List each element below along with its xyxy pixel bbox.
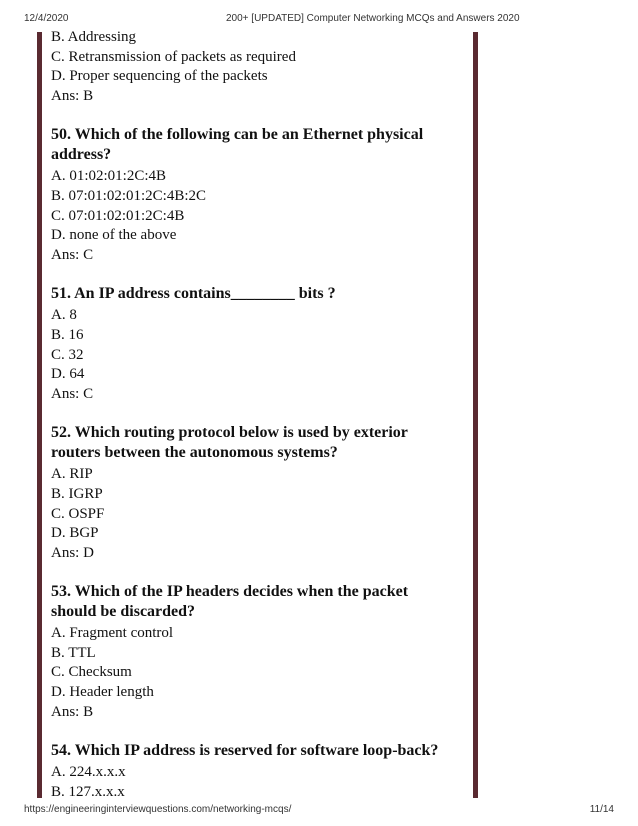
option-line: A. 01:02:01:2C:4B [51, 168, 167, 185]
option-line: C. Retransmission of packets as required [51, 48, 296, 65]
right-border-bar [473, 32, 478, 798]
answer-line: Ans: B [51, 87, 94, 104]
option-line: D. BGP [51, 525, 99, 542]
question-text-line: 52. Which routing protocol below is used by exterior [51, 424, 408, 442]
question-text-line: 53. Which of the IP headers decides when the packet [51, 583, 409, 601]
left-border-bar [37, 32, 42, 798]
question-text [51, 741, 469, 761]
option-line: B. IGRP [51, 485, 103, 502]
question-text [51, 423, 469, 463]
answer-line: Ans: C [51, 385, 94, 402]
option-line: C. 32 [51, 346, 84, 363]
question-block [51, 423, 469, 563]
question-text [51, 284, 469, 304]
question-text [51, 125, 469, 165]
option-line: A. RIP [51, 466, 93, 483]
option-line: B. 127.x.x.x [51, 783, 125, 800]
answer-line: Ans: B [51, 703, 94, 720]
question-text-line: 50. Which of the following can be an Ethernet physical [51, 126, 424, 144]
question-text-line: routers between the autonomous systems? [51, 444, 338, 462]
option-line: B. 16 [51, 326, 84, 343]
option-line: B. Addressing [51, 29, 137, 45]
mcq-content [51, 28, 469, 802]
question-text-line: should be discarded? [51, 603, 196, 621]
question-text-line: 54. Which IP address is reserved for software loop-back? [51, 742, 439, 760]
print-date: 12/4/2020 [24, 13, 69, 24]
question-text-line: 51. An IP address contains________ bits ? [51, 285, 336, 303]
question-block [51, 284, 469, 404]
question-block [51, 125, 469, 265]
option-line: C. Checksum [51, 664, 132, 681]
page-number: 11/14 [589, 804, 614, 815]
option-line: A. Fragment control [51, 625, 174, 642]
option-line: D. 64 [51, 366, 85, 383]
answer-line: Ans: C [51, 246, 94, 263]
option-line: D. Header length [51, 684, 154, 701]
option-line: A. 8 [51, 307, 77, 324]
print-url: https://engineeringinterviewquestions.com/networking-mcqs/ [24, 804, 292, 815]
question-text [51, 582, 469, 622]
question-list [51, 125, 469, 802]
question-text-line: address? [51, 146, 112, 164]
intro-continuation [51, 28, 469, 106]
option-line: D. Proper sequencing of the packets [51, 68, 268, 85]
option-line: B. 07:01:02:01:2C:4B:2C [51, 187, 207, 204]
answer-line: Ans: D [51, 544, 94, 561]
option-line: A. 224.x.x.x [51, 764, 126, 781]
question-block [51, 582, 469, 722]
question-block [51, 741, 469, 802]
option-line: C. OSPF [51, 505, 105, 522]
print-page-title: 200+ [UPDATED] Computer Networking MCQs and Answers 2020 [226, 13, 520, 24]
option-line: D. none of the above [51, 227, 177, 244]
option-line: C. 07:01:02:01:2C:4B [51, 207, 185, 224]
option-line: B. TTL [51, 644, 96, 661]
